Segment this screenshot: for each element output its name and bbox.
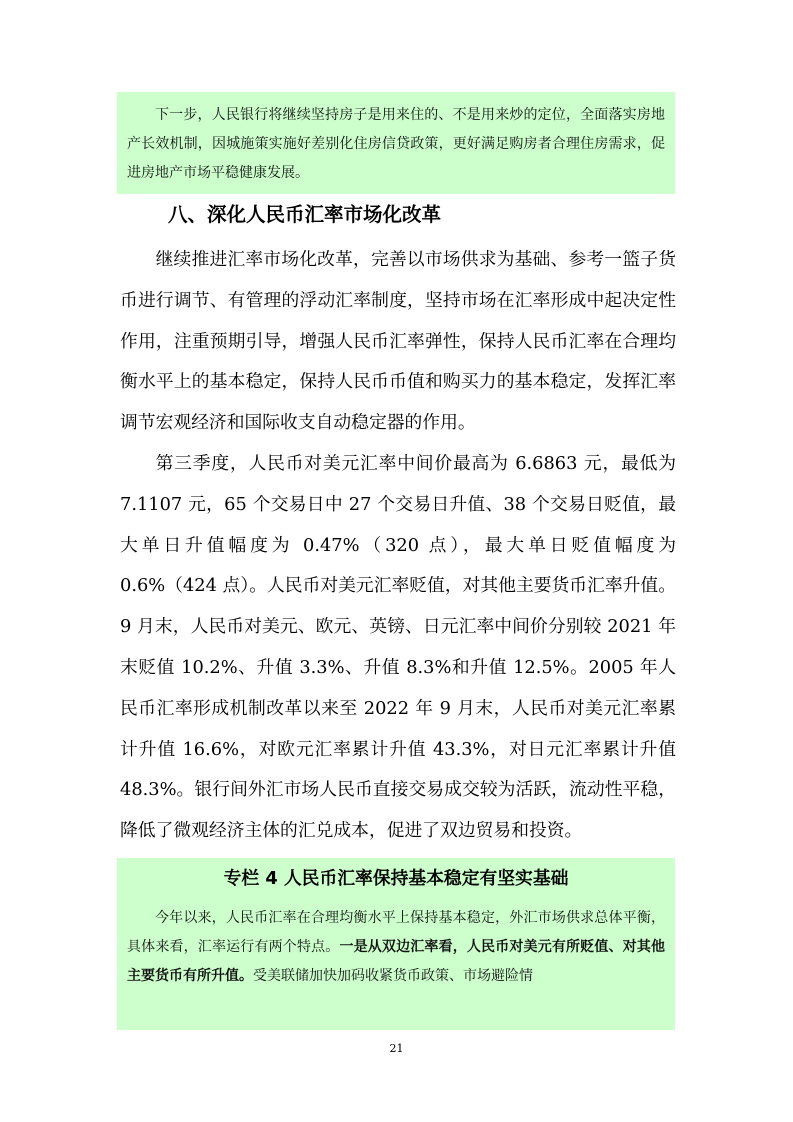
page-number: 21 <box>389 1042 404 1055</box>
column-text-rest: 受美联储加快加码收紧货币政策、市场避险情 <box>253 968 533 984</box>
column-text <box>127 904 665 991</box>
column-box <box>117 858 675 1030</box>
column-text-bold: 一是从双边汇率看，人民币对美元有所贬值、对其他主要货币有所升值。 <box>127 939 666 984</box>
body-paragraph-2: 第三季度，人民币对美元汇率中间价最高为 6.6863 元，最低为 7.1107 元，65 个交易日中 27 个交易日升值、38 个交易日贬值，最大单日升值幅度为 0.47%（320 点），最大单日贬值幅度为 0.6%（424 点）。人民币对美元汇率贬值，对其他主要货币汇率升值。9 月末，人民币对美元、欧元、英镑、日元汇率中间价分别较 2021 年末贬值 10.2%、升值 3.3%、升值 8.3%和升值 12.5%。2005 年人民币汇率形成机制改革以来至 2022 年 9 月末，人民币对美元汇率累计升值 16.6%，对欧元汇率累计升值 43.3%，对日元汇率累计升值 48.3%。银行间外汇市场人民币直接交易成交较为活跃，流动性平稳，降低了微观经济主体的汇兑成本，促进了双边贸易和投资。 <box>120 453 676 842</box>
highlight-box-housing <box>117 92 675 194</box>
body-paragraph-1: 继续推进汇率市场化改革，完善以市场供求为基础、参考一篮子货币进行调节、有管理的浮动汇率制度，坚持市场在汇率形成中起决定性作用，注重预期引导，增强人民币汇率弹性，保持人民币汇率在合理均衡水平上的基本稳定，保持人民币币值和购买力的基本稳定，发挥汇率调节宏观经济和国际收支自动稳定器的作用。 <box>120 249 676 434</box>
column-title: 专栏 4 人民币汇率保持基本稳定有坚实基础 <box>223 868 569 889</box>
section-heading: 八、深化人民币汇率市场化改革 <box>168 203 442 226</box>
column-text-intro: 今年以来，人民币汇率在合理均衡水平上保持基本稳定，外汇市场供求总体平衡，具体来看，汇率运行有两个特点。 <box>127 910 665 955</box>
housing-policy-text: 下一步，人民银行将继续坚持房子是用来住的、不是用来炒的定位，全面落实房地产长效机制，因城施策实施好差别化住房信贷政策，更好满足购房者合理住房需求，促进房地产市场平稳健康发展。 <box>127 107 665 181</box>
